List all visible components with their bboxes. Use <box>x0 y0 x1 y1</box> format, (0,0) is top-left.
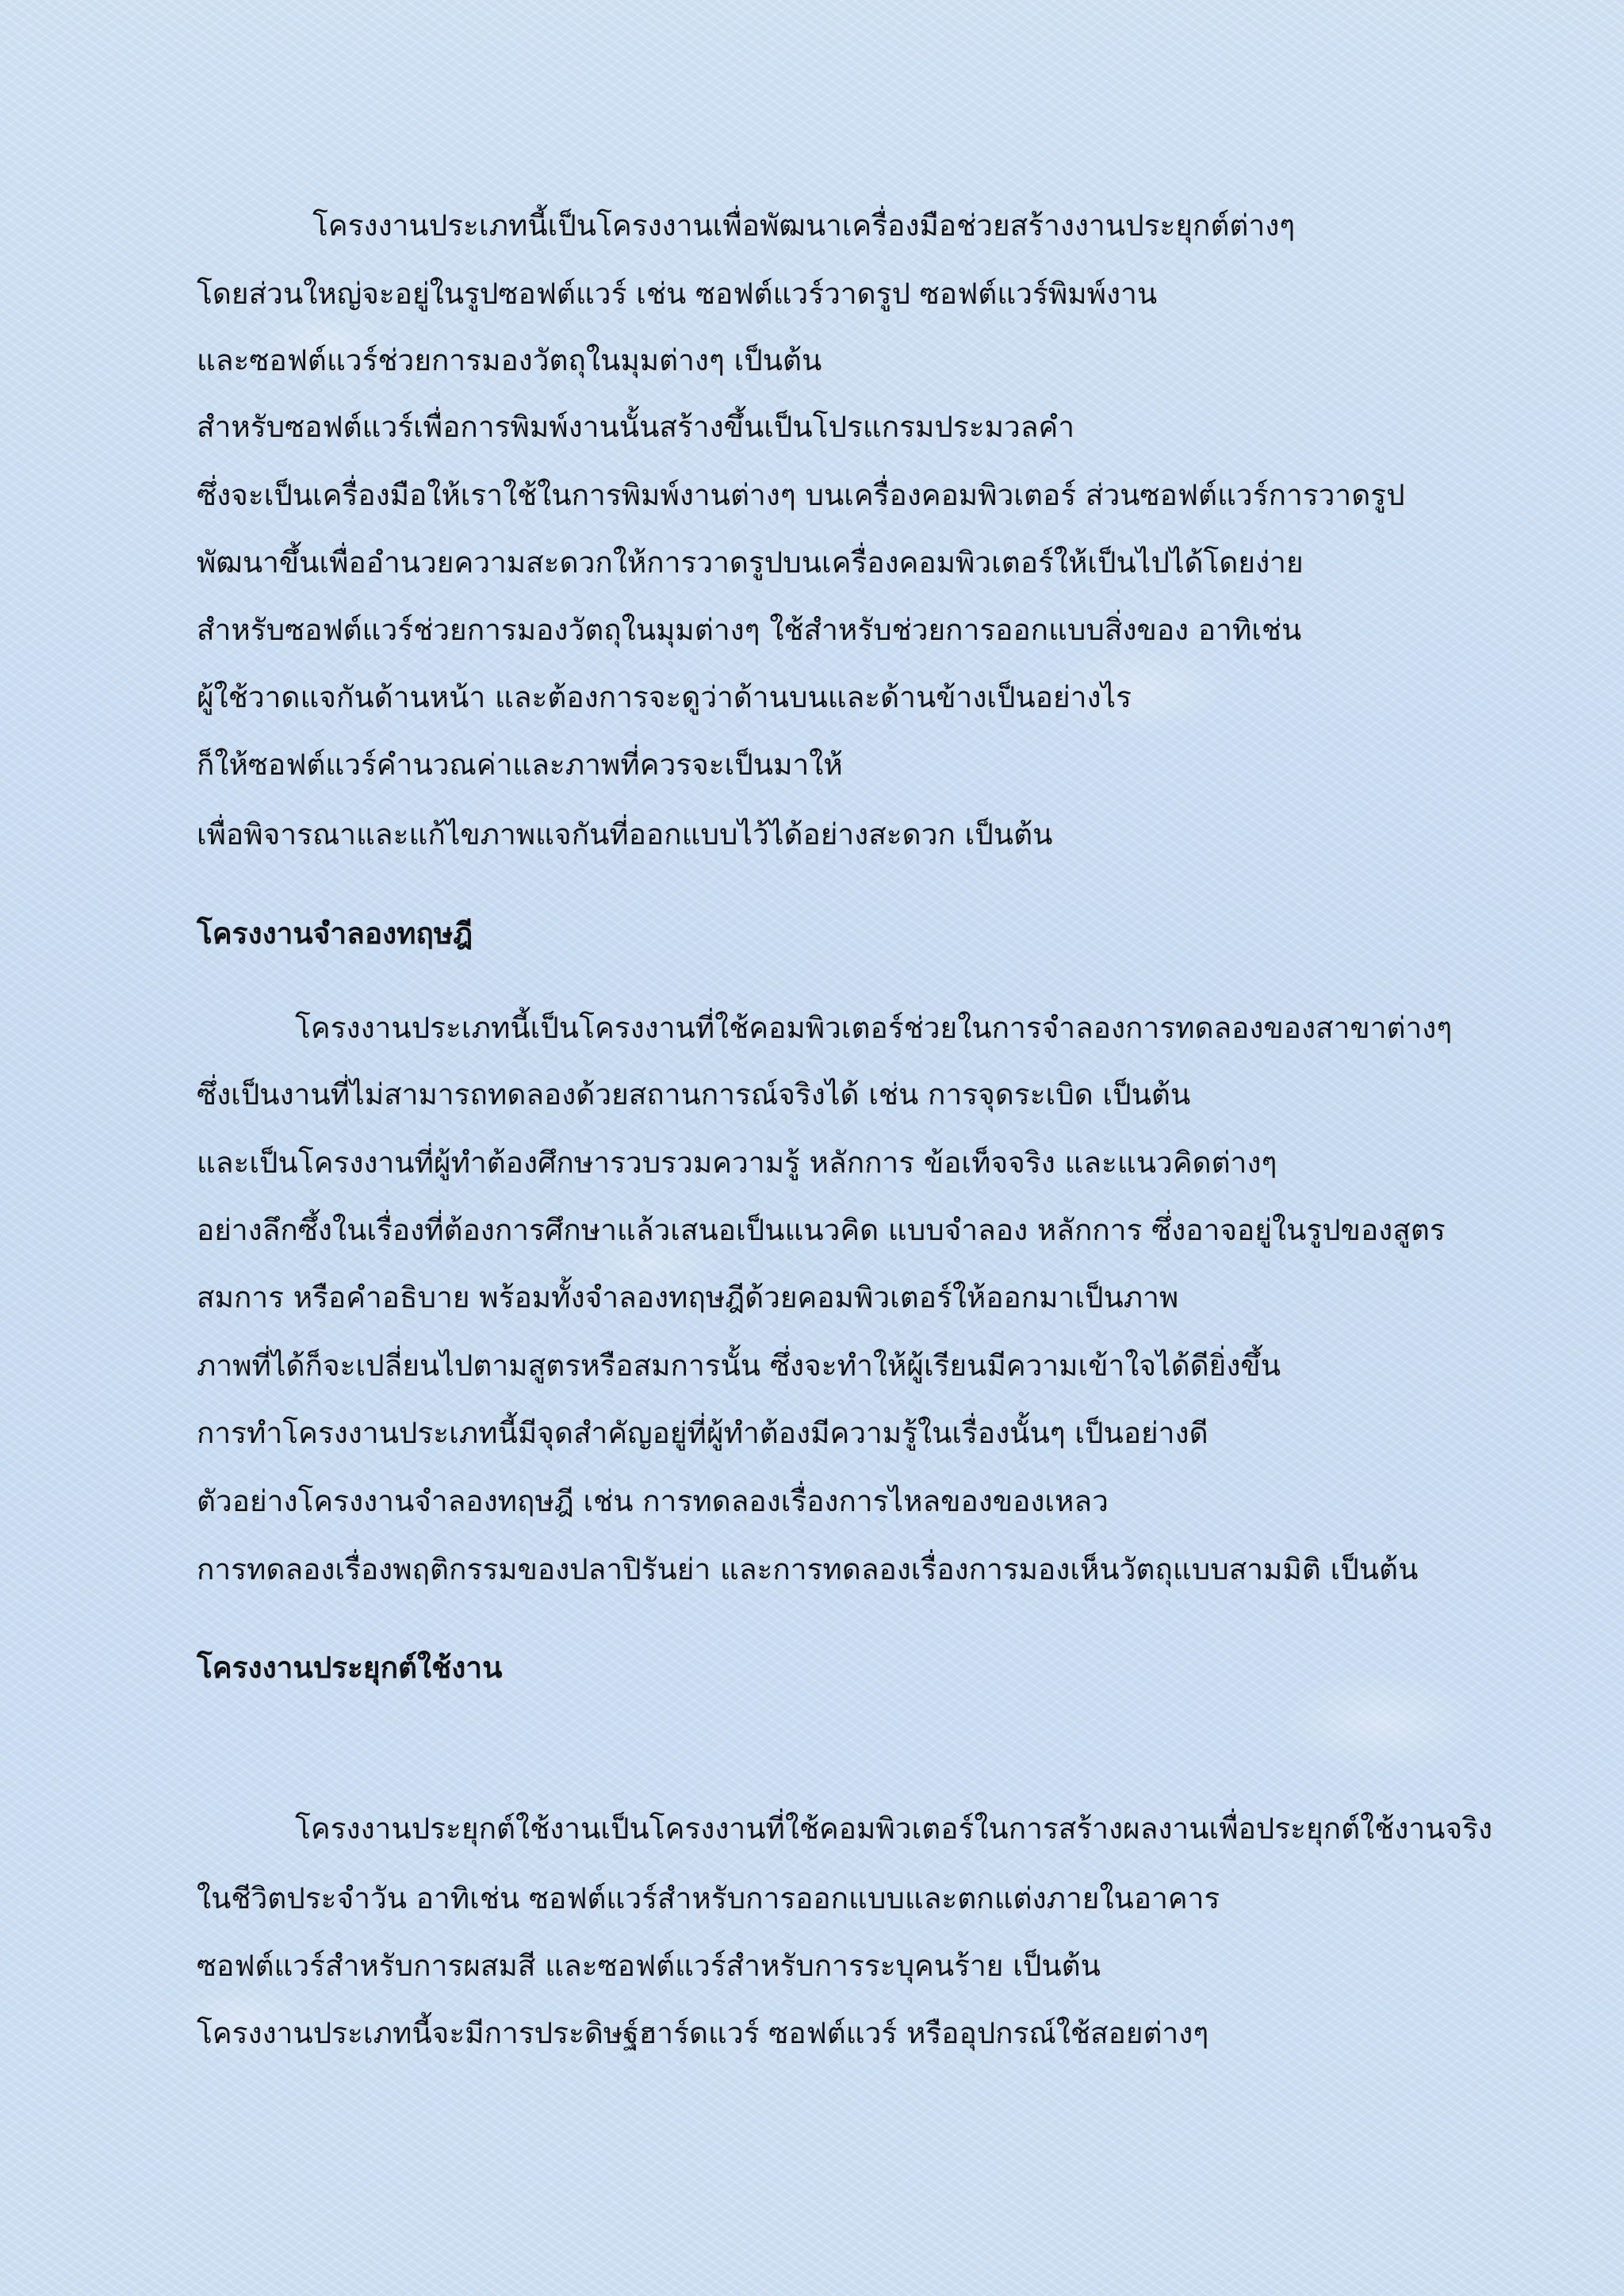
paragraph-line: โครงงานประเภทนี้จะมีการประดิษฐ์ฮาร์ดแวร์ ซอฟต์แวร์ หรืออุปกรณ์ใช้สอยต่างๆ <box>197 2016 1209 2050</box>
paragraph-line: สำหรับซอฟต์แวร์ช่วยการมองวัตถุในมุมต่างๆ ใช้สำหรับช่วยการออกแบบสิ่งของ อาทิเช่น <box>197 613 1302 647</box>
paragraph-line: โครงงานประเภทนี้เป็นโครงงานเพื่อพัฒนาเครื่องมือช่วยสร้างงานประยุกต์ต่างๆ <box>312 209 1296 243</box>
paragraph-line: ในชีวิตประจำวัน อาทิเช่น ซอฟต์แวร์สำหรับการออกแบบและตกแต่งภายในอาคาร <box>197 1881 1220 1915</box>
paragraph-line: การทำโครงงานประเภทนี้มีจุดสำคัญอยู่ที่ผู้ทำต้องมีความรู้ในเรื่องนั้นๆ เป็นอย่างดี <box>197 1416 1208 1450</box>
paragraph-line: สมการ หรือคำอธิบาย พร้อมทั้งจำลองทฤษฎีด้วยคอมพิวเตอร์ให้ออกมาเป็นภาพ <box>197 1280 1179 1314</box>
paragraph-line: เพื่อพิจารณาและแก้ไขภาพแจกันที่ออกแบบไว้ได้อย่างสะดวก เป็นต้น <box>197 817 1053 851</box>
section-heading: โครงงานจำลองทฤษฎี <box>197 916 473 951</box>
paragraph-line: ซอฟต์แวร์สำหรับการผสมสี และซอฟต์แวร์สำหรับการระบุคนร้าย เป็นต้น <box>197 1949 1101 1983</box>
paragraph-line: ซึ่งจะเป็นเครื่องมือให้เราใช้ในการพิมพ์งานต่างๆ บนเครื่องคอมพิวเตอร์ ส่วนซอฟต์แวร์การวาดรูป <box>197 478 1405 512</box>
paragraph-line: ผู้ใช้วาดแจกันด้านหน้า และต้องการจะดูว่าด้านบนและด้านข้างเป็นอย่างไร <box>197 680 1132 714</box>
section-heading: โครงงานประยุกต์ใช้งาน <box>197 1650 503 1685</box>
paragraph-line: และเป็นโครงงานที่ผู้ทำต้องศึกษารวบรวมความรู้ หลักการ ข้อเท็จจริง และแนวคิดต่างๆ <box>197 1146 1277 1180</box>
paragraph-line: ซึ่งเป็นงานที่ไม่สามารถทดลองด้วยสถานการณ์จริงได้ เช่น การจุดระเบิด เป็นต้น <box>197 1077 1191 1112</box>
paragraph-line: การทดลองเรื่องพฤติกรรมของปลาปิรันย่า และการทดลองเรื่องการมองเห็นวัตถุแบบสามมิติ เป็นต้น <box>197 1552 1419 1586</box>
paragraph-line: โดยส่วนใหญ่จะอยู่ในรูปซอฟต์แวร์ เช่น ซอฟต์แวร์วาดรูป ซอฟต์แวร์พิมพ์งาน <box>197 277 1158 311</box>
paragraph-line: ภาพที่ได้ก็จะเปลี่ยนไปตามสูตรหรือสมการนั้น ซึ่งจะทำให้ผู้เรียนมีความเข้าใจได้ดียิ่งขึ้น <box>197 1349 1281 1383</box>
paragraph-line: โครงงานประเภทนี้เป็นโครงงานที่ใช้คอมพิวเตอร์ช่วยในการจำลองการทดลองของสาขาต่างๆ <box>295 1011 1453 1045</box>
paragraph-line: โครงงานประยุกต์ใช้งานเป็นโครงงานที่ใช้คอมพิวเตอร์ในการสร้างผลงานเพื่อประยุกต์ใช้งานจริง <box>295 1812 1493 1846</box>
paragraph-line: และซอฟต์แวร์ช่วยการมองวัตถุในมุมต่างๆ เป็นต้น <box>197 343 822 377</box>
paragraph-line: ก็ให้ซอฟต์แวร์คำนวณค่าและภาพที่ควรจะเป็นมาให้ <box>197 748 843 782</box>
paragraph-line: อย่างลึกซึ้งในเรื่องที่ต้องการศึกษาแล้วเสนอเป็นแนวคิด แบบจำลอง หลักการ ซึ่งอาจอยู่ในรูปของสูตร <box>197 1213 1446 1247</box>
paragraph-line: สำหรับซอฟต์แวร์เพื่อการพิมพ์งานนั้นสร้างขึ้นเป็นโปรแกรมประมวลคำ <box>197 410 1075 444</box>
paragraph-line: พัฒนาขึ้นเพื่ออำนวยความสะดวกให้การวาดรูปบนเครื่องคอมพิวเตอร์ให้เป็นไปได้โดยง่าย <box>197 545 1304 580</box>
paragraph-line: ตัวอย่างโครงงานจำลองทฤษฎี เช่น การทดลองเรื่องการไหลของของเหลว <box>197 1484 1109 1518</box>
